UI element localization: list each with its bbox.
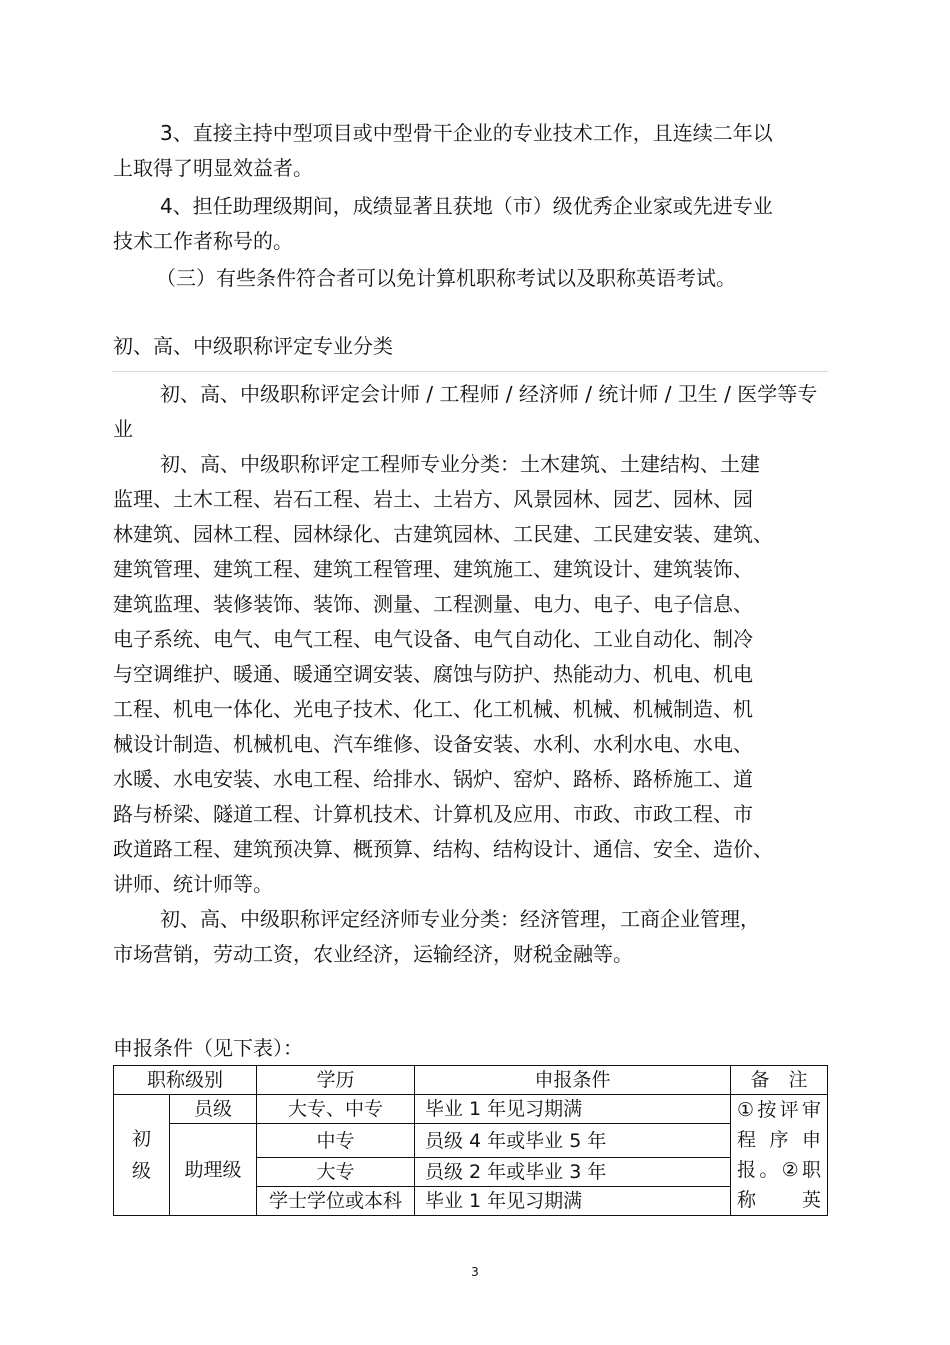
paragraph-line: 与空调维护、暖通、暖通空调安装、腐蚀与防护、热能动力、机电、机电: [113, 662, 753, 686]
paragraph-line: 讲师、统计师等。: [113, 872, 273, 896]
paragraph-line: 电子系统、电气、电气工程、电气设备、电气自动化、工业自动化、制冷: [113, 627, 753, 651]
education-cell: 中专: [257, 1124, 415, 1158]
table-header-row: [114, 1066, 828, 1095]
education-cell: 大专、中专: [257, 1095, 415, 1124]
condition-cell: 员级 4 年或毕业 5 年: [415, 1124, 731, 1158]
paragraph-line: 初、高、中级职称评定经济师专业分类：经济管理，工商企业管理，: [160, 907, 760, 931]
paragraph-line: 上取得了明显效益者。: [113, 156, 313, 180]
paragraph-line: 初、高、中级职称评定会计师 / 工程师 / 经济师 / 统计师 / 卫生 / 医学等专: [160, 382, 818, 406]
header-conditions: 申报条件: [415, 1066, 731, 1095]
paragraph-line: 3、直接主持中型项目或中型骨干企业的专业技术工作，且连续二年以: [160, 121, 773, 145]
condition-cell: 员级 2 年或毕业 3 年: [415, 1158, 731, 1187]
paragraph-line: 4、担任助理级期间，成绩显著且获地（市）级优秀企业家或先进专业: [160, 194, 773, 218]
sublevel-zhuliji: 助理级: [170, 1124, 257, 1216]
paragraph-line: 技术工作者称号的。: [113, 229, 293, 253]
paragraph-line: 林建筑、园林工程、园林绿化、古建筑园林、工民建、工民建安装、建筑、: [113, 522, 773, 546]
requirements-table: [113, 1065, 828, 1216]
paragraph-line: 市场营销，劳动工资，农业经济，运输经济，财税金融等。: [113, 942, 633, 966]
paragraph-line: 水暖、水电安装、水电工程、给排水、锅炉、窑炉、路桥、路桥施工、道: [113, 767, 753, 791]
paragraph-line: 工程、机电一体化、光电子技术、化工、化工机械、机械、机械制造、机: [113, 697, 753, 721]
education-cell: 大专: [257, 1158, 415, 1187]
level-chu-cell: [114, 1095, 170, 1216]
header-notes: 备 注: [731, 1066, 828, 1095]
paragraph-line: 建筑管理、建筑工程、建筑工程管理、建筑施工、建筑设计、建筑装饰、: [113, 557, 753, 581]
level-chu-text: 初级: [132, 1128, 152, 1182]
paragraph-line: 监理、土木工程、岩石工程、岩土、土岩方、风景园林、园艺、园林、园: [113, 487, 753, 511]
paragraph-line: 建筑监理、装修装饰、装饰、测量、工程测量、电力、电子、电子信息、: [113, 592, 753, 616]
paragraph-line: （三）有些条件符合者可以免计算机职称考试以及职称英语考试。: [156, 266, 736, 290]
paragraph-line: 路与桥梁、隧道工程、计算机技术、计算机及应用、市政、市政工程、市: [113, 802, 753, 826]
divider: [112, 371, 828, 372]
header-title-level: 职称级别: [114, 1066, 257, 1095]
table-caption: 申报条件（见下表）：: [113, 1036, 303, 1060]
paragraph-line: 械设计制造、机械机电、汽车维修、设备安装、水利、水利水电、水电、: [113, 732, 753, 756]
notes-cell: ①按评审程序申报。②职称英: [731, 1095, 828, 1216]
paragraph-line: 初、高、中级职称评定工程师专业分类：土木建筑、土建结构、土建: [160, 452, 760, 476]
section-heading: 初、高、中级职称评定专业分类: [113, 334, 393, 358]
condition-cell: 毕业 1 年见习期满: [415, 1095, 731, 1124]
condition-cell: 毕业 1 年见习期满: [415, 1187, 731, 1216]
table-row: [114, 1124, 828, 1158]
education-cell: 学士学位或本科: [257, 1187, 415, 1216]
table-row: [114, 1095, 828, 1124]
page-number: 3: [471, 1265, 479, 1279]
paragraph-line: 政道路工程、建筑预决算、概预算、结构、结构设计、通信、安全、造价、: [113, 837, 773, 861]
header-education: 学历: [257, 1066, 415, 1095]
paragraph-line: 业: [113, 417, 133, 441]
sublevel-yuanji: 员级: [170, 1095, 257, 1124]
